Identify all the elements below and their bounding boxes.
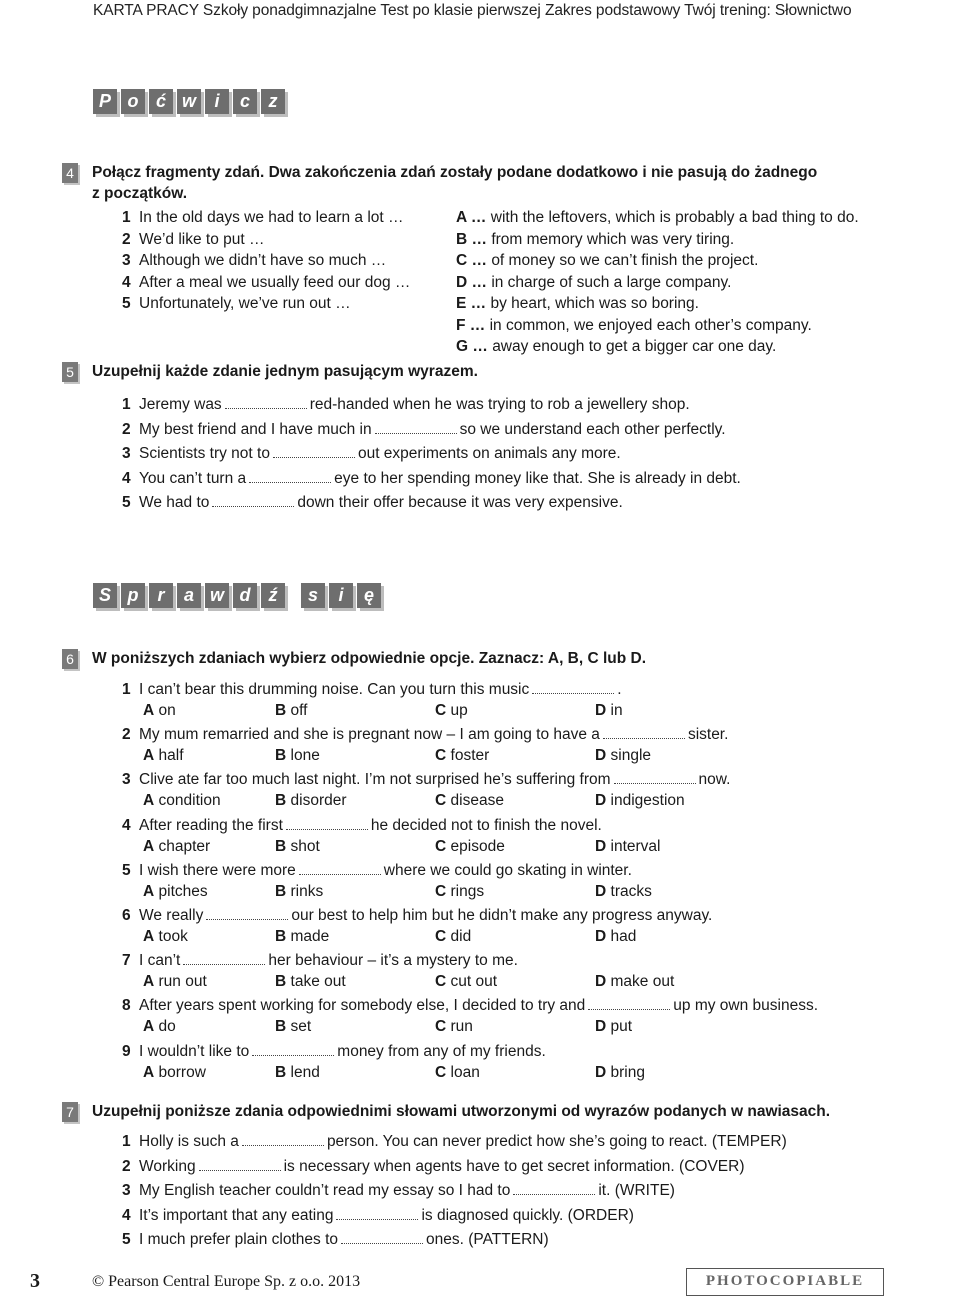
photocopiable-stamp: PHOTOCOPIABLE — [686, 1268, 884, 1296]
sentence-start: My mum remarried and she is pregnant now – I am going to have a — [139, 726, 600, 744]
gap-fill-item — [122, 396, 690, 414]
sentence-end: our best to help him but he didn’t make any progress anyway. — [291, 907, 713, 924]
option-letter: B — [275, 837, 287, 855]
multiple-choice-item — [122, 681, 622, 699]
answer-blank[interactable] — [286, 817, 368, 830]
gap-fill-item — [122, 470, 741, 488]
option-text: had — [610, 928, 637, 945]
option-letter: E … — [456, 295, 487, 312]
item-number: 3 — [122, 445, 131, 462]
match-item-right — [456, 295, 699, 313]
option-letter: A … — [456, 209, 487, 226]
item-number: 7 — [122, 952, 131, 970]
option-letter: A — [143, 702, 155, 719]
item-number: 2 — [122, 726, 131, 744]
answer-blank[interactable] — [183, 952, 265, 965]
answer-blank[interactable] — [225, 396, 307, 409]
option-letter: F … — [456, 316, 486, 334]
exercise-5-number: 5 — [62, 362, 78, 382]
banner-letter: w — [205, 583, 229, 608]
sentence-start: I much prefer plain clothes to — [139, 1231, 339, 1248]
multiple-choice-item — [122, 726, 728, 744]
answer-blank[interactable] — [341, 1231, 423, 1244]
banner-letter: a — [177, 583, 201, 608]
word-formation-item — [122, 1158, 744, 1176]
option-text: foster — [450, 747, 490, 765]
answer-option[interactable] — [143, 1018, 176, 1036]
gap-fill-item — [122, 494, 623, 512]
answer-option[interactable] — [143, 928, 188, 946]
sentence-end: is necessary when agents have to get secret information. (COVER) — [283, 1157, 745, 1175]
option-text: rings — [450, 882, 485, 900]
sentence-end: out experiments on animals any more. — [357, 445, 621, 462]
multiple-choice-item — [122, 1043, 546, 1061]
answer-option[interactable] — [143, 792, 221, 810]
option-text: of money so we can’t finish the project. — [491, 252, 759, 269]
page-header: KARTA PRACY Szkoły ponadgimnazjalne Test po klasie pierwszej Zakres podstawowy Twój trening: Słownictwo — [93, 2, 852, 19]
answer-option[interactable] — [435, 883, 484, 901]
option-text: run — [450, 1018, 473, 1036]
sentence-start: I wish there were more — [139, 861, 296, 879]
sentence-start: After years spent working for somebody else, I decided to try and — [139, 997, 586, 1015]
answer-option[interactable] — [595, 702, 623, 720]
match-item-right — [456, 209, 859, 227]
item-number: 1 — [122, 396, 131, 413]
option-text: set — [290, 1018, 312, 1036]
multiple-choice-item — [122, 997, 818, 1015]
sentence-end: up my own business. — [673, 997, 819, 1015]
option-text: made — [290, 928, 330, 945]
answer-blank[interactable] — [249, 470, 331, 483]
sentence-end: ones. (PATTERN) — [426, 1231, 549, 1248]
option-letter: D — [595, 882, 607, 900]
option-letter: A — [143, 1063, 155, 1081]
option-text: take out — [290, 973, 346, 991]
answer-option[interactable] — [595, 747, 651, 765]
option-text: in common, we enjoyed each other’s company. — [489, 316, 812, 334]
answer-option[interactable] — [595, 1018, 632, 1036]
sentence-start: I can’t — [139, 952, 181, 970]
option-text: do — [158, 1018, 176, 1036]
sentence-end: her behaviour – it’s a mystery to me. — [268, 952, 518, 970]
banner-letter: c — [233, 89, 257, 114]
option-letter: C — [435, 792, 447, 810]
sentence-end: now. — [698, 771, 731, 789]
answer-blank[interactable] — [375, 421, 457, 434]
answer-option[interactable] — [275, 1018, 311, 1036]
exercise-4-instruction-2: z początków. — [92, 185, 188, 202]
answer-option[interactable] — [275, 702, 307, 720]
option-letter: C — [435, 1018, 447, 1036]
option-letter: D — [595, 973, 607, 991]
banner-letter: s — [301, 583, 325, 608]
answer-option[interactable] — [595, 883, 652, 901]
item-text: We’d like to put … — [139, 230, 265, 248]
sentence-start: Working — [139, 1157, 196, 1175]
item-number: 3 — [122, 771, 131, 789]
option-text: by heart, which was so boring. — [490, 295, 699, 312]
option-letter: B — [275, 1063, 287, 1081]
option-letter: C … — [456, 252, 487, 269]
option-letter: A — [143, 747, 155, 765]
item-number: 1 — [122, 681, 131, 698]
option-letter: A — [143, 1018, 155, 1036]
sentence-end: person. You can never predict how she’s going to react. (TEMPER) — [326, 1133, 787, 1150]
option-letter: D — [595, 928, 607, 945]
banner-letter: z — [261, 89, 285, 114]
option-text: lone — [290, 747, 320, 765]
option-letter: B — [275, 792, 287, 810]
item-number: 3 — [122, 252, 131, 269]
option-letter: D — [595, 702, 607, 719]
option-text: from memory which was very tiring. — [491, 230, 735, 248]
option-letter: D … — [456, 273, 487, 291]
item-number: 2 — [122, 1157, 131, 1175]
answer-option[interactable] — [435, 792, 504, 810]
answer-blank[interactable] — [614, 771, 696, 784]
match-item-left — [122, 231, 265, 249]
item-number: 4 — [122, 469, 131, 487]
option-text: with the leftovers, which is probably a bad thing to do. — [490, 209, 859, 226]
option-text: up — [450, 702, 468, 719]
banner-letter: P — [93, 89, 117, 114]
item-number: 5 — [122, 1231, 131, 1248]
sentence-end: sister. — [687, 726, 729, 744]
word-formation-item — [122, 1231, 549, 1249]
option-text: cut out — [450, 973, 498, 991]
banner-letter: p — [121, 583, 145, 608]
answer-option[interactable] — [435, 928, 471, 946]
option-text: loan — [450, 1063, 480, 1081]
multiple-choice-item — [122, 907, 712, 925]
option-text: on — [158, 702, 176, 719]
answer-option[interactable] — [143, 973, 207, 991]
item-number: 2 — [122, 230, 131, 248]
item-number: 1 — [122, 1133, 131, 1150]
item-text: After a meal we usually feed our dog … — [139, 273, 411, 291]
sentence-end: it. (WRITE) — [598, 1182, 675, 1199]
option-text: in charge of such a large company. — [491, 273, 732, 291]
answer-option[interactable] — [435, 838, 505, 856]
match-item-right — [456, 274, 731, 292]
answer-option[interactable] — [275, 838, 320, 856]
exercise-6-instruction: W poniższych zdaniach wybierz odpowiednie opcje. Zaznacz: A, B, C lub D. — [92, 650, 647, 667]
answer-option[interactable] — [435, 702, 468, 720]
banner-letter: r — [149, 583, 173, 608]
option-letter: C — [435, 702, 447, 719]
option-text: in — [610, 702, 623, 719]
practice-banner — [93, 89, 285, 114]
answer-option[interactable] — [143, 883, 208, 901]
option-text: rinks — [290, 882, 324, 900]
answer-option[interactable] — [143, 747, 184, 765]
sentence-start: It’s important that any eating — [139, 1206, 334, 1224]
option-letter: D — [595, 792, 607, 810]
item-number: 3 — [122, 1182, 131, 1199]
word-formation-item — [122, 1207, 634, 1225]
option-letter: B — [275, 747, 287, 765]
option-letter: D — [595, 837, 607, 855]
sentence-end: . — [617, 681, 622, 698]
banner-letter: i — [329, 583, 353, 608]
option-letter: C — [435, 837, 447, 855]
answer-option[interactable] — [275, 792, 347, 810]
item-number: 8 — [122, 997, 131, 1015]
option-text: bring — [610, 1063, 645, 1081]
option-text: disease — [450, 792, 504, 810]
option-text: took — [158, 928, 188, 945]
option-letter: B — [275, 1018, 287, 1036]
match-item-right — [456, 252, 758, 270]
option-text: make out — [610, 973, 675, 991]
gap-fill-item — [122, 445, 621, 463]
match-item-right — [456, 231, 734, 249]
answer-blank[interactable] — [336, 1207, 418, 1220]
option-letter: B … — [456, 230, 487, 248]
multiple-choice-item — [122, 771, 730, 789]
answer-option[interactable] — [435, 747, 489, 765]
option-text: disorder — [290, 792, 347, 810]
option-letter: A — [143, 973, 155, 991]
answer-option[interactable] — [435, 1018, 473, 1036]
option-text: shot — [290, 837, 320, 855]
option-letter: C — [435, 747, 447, 765]
sentence-start: My English teacher couldn’t read my essay so I had to — [139, 1182, 511, 1199]
option-text: run out — [158, 973, 207, 991]
option-text: interval — [610, 837, 661, 855]
banner-letter: ź — [261, 583, 285, 608]
item-number: 5 — [122, 494, 131, 511]
sentence-end: he decided not to finish the novel. — [370, 816, 602, 834]
banner-letter: d — [233, 583, 257, 608]
sentence-end: money from any of my friends. — [337, 1042, 546, 1060]
option-letter: B — [275, 882, 287, 900]
option-letter: G … — [456, 338, 488, 355]
sentence-start: You can’t turn a — [139, 469, 247, 487]
banner-letter: o — [121, 89, 145, 114]
sentence-start: Jeremy was — [139, 396, 222, 413]
answer-option[interactable] — [435, 973, 497, 991]
item-number: 1 — [122, 209, 131, 226]
sentence-start: I wouldn’t like to — [139, 1042, 250, 1060]
sentence-start: We really — [139, 907, 204, 924]
option-text: half — [158, 747, 184, 765]
option-text: lend — [290, 1063, 320, 1081]
sentence-end: so we understand each other perfectly. — [459, 420, 726, 438]
item-text: Unfortunately, we’ve run out … — [139, 295, 351, 312]
match-item-right — [456, 317, 812, 335]
exercise-4-number: 4 — [62, 163, 78, 183]
item-number: 9 — [122, 1042, 131, 1060]
multiple-choice-item — [122, 817, 602, 835]
option-text: condition — [158, 792, 221, 810]
answer-option[interactable] — [595, 973, 674, 991]
sentence-end: is diagnosed quickly. (ORDER) — [421, 1206, 634, 1224]
word-formation-item — [122, 1133, 787, 1151]
option-text: did — [450, 928, 472, 945]
option-text: tracks — [610, 882, 652, 900]
item-number: 4 — [122, 816, 131, 834]
match-item-left — [122, 274, 410, 292]
sentence-start: I can’t bear this drumming noise. Can you turn this music — [139, 681, 530, 698]
match-item-right — [456, 338, 776, 356]
exercise-6-number: 6 — [62, 649, 78, 669]
item-number: 5 — [122, 295, 131, 312]
exercise-7-number: 7 — [62, 1102, 78, 1122]
answer-option[interactable] — [275, 973, 346, 991]
banner-letter: ę — [357, 583, 381, 608]
answer-option[interactable] — [595, 1064, 645, 1082]
banner-letter: w — [177, 89, 201, 114]
banner-letter: ć — [149, 89, 173, 114]
exercise-7-instruction: Uzupełnij poniższe zdania odpowiednimi słowami utworzonymi od wyrazów podanych w nawiasach. — [92, 1103, 831, 1120]
option-letter: B — [275, 702, 287, 719]
answer-blank[interactable] — [588, 997, 670, 1010]
sentence-start: Holly is such a — [139, 1133, 239, 1150]
sentence-end: down their offer because it was very expensive. — [297, 494, 623, 511]
answer-option[interactable] — [143, 838, 210, 856]
answer-option[interactable] — [143, 1064, 206, 1082]
exercise-4-instruction-1: Połącz fragmenty zdań. Dwa zakończenia zdań zostały podane dodatkowo i nie pasują do żadnego — [92, 164, 818, 181]
option-letter: A — [143, 792, 155, 810]
banner-letter: i — [205, 89, 229, 114]
answer-blank[interactable] — [299, 862, 381, 875]
option-letter: B — [275, 928, 287, 945]
answer-option[interactable] — [595, 928, 636, 946]
option-text: put — [610, 1018, 633, 1036]
option-letter: C — [435, 973, 447, 991]
item-number: 6 — [122, 907, 131, 924]
option-text: off — [290, 702, 308, 719]
sentence-start: After reading the first — [139, 816, 283, 834]
sentence-end: where we could go skating in winter. — [383, 861, 632, 879]
answer-blank[interactable] — [206, 907, 288, 920]
sentence-start: Clive ate far too much last night. I’m not surprised he’s suffering from — [139, 771, 611, 789]
copyright: © Pearson Central Europe Sp. z o.o. 2013 — [92, 1273, 361, 1290]
answer-blank[interactable] — [212, 494, 294, 507]
answer-option[interactable] — [275, 747, 320, 765]
answer-blank[interactable] — [242, 1133, 324, 1146]
answer-option[interactable] — [143, 702, 176, 720]
gap-fill-item — [122, 421, 726, 439]
sentence-end: eye to her spending money like that. She is already in debt. — [334, 469, 741, 487]
sentence-start: We had to — [139, 494, 210, 511]
option-text: episode — [450, 837, 505, 855]
word-formation-item — [122, 1182, 675, 1200]
option-letter: A — [143, 882, 155, 900]
option-text: pitches — [158, 882, 208, 900]
sentence-start: My best friend and I have much in — [139, 420, 372, 438]
page-number: 3 — [30, 1270, 40, 1292]
option-text: single — [610, 747, 652, 765]
option-letter: C — [435, 928, 447, 945]
option-letter: D — [595, 1063, 607, 1081]
option-text: away enough to get a bigger car one day. — [492, 338, 777, 355]
sentence-start: Scientists try not to — [139, 445, 270, 462]
answer-option[interactable] — [275, 883, 323, 901]
item-number: 4 — [122, 273, 131, 291]
option-letter: C — [435, 882, 447, 900]
option-letter: B — [275, 973, 287, 991]
match-item-left — [122, 295, 351, 313]
option-letter: D — [595, 747, 607, 765]
answer-option[interactable] — [275, 1064, 320, 1082]
answer-option[interactable] — [275, 928, 329, 946]
answer-option[interactable] — [595, 792, 685, 810]
match-item-left — [122, 252, 386, 270]
sentence-end: red-handed when he was trying to rob a jewellery shop. — [309, 396, 690, 413]
item-number: 4 — [122, 1206, 131, 1224]
option-letter: D — [595, 1018, 607, 1036]
option-letter: C — [435, 1063, 447, 1081]
banner-letter: S — [93, 583, 117, 608]
answer-blank[interactable] — [252, 1043, 334, 1056]
answer-blank[interactable] — [513, 1182, 595, 1195]
item-text: In the old days we had to learn a lot … — [139, 209, 404, 226]
match-item-left — [122, 209, 404, 227]
multiple-choice-item — [122, 862, 632, 880]
option-letter: A — [143, 837, 155, 855]
answer-blank[interactable] — [199, 1158, 281, 1171]
item-number: 2 — [122, 420, 131, 438]
option-text: chapter — [158, 837, 211, 855]
item-number: 5 — [122, 861, 131, 879]
answer-blank[interactable] — [532, 681, 614, 694]
multiple-choice-item — [122, 952, 518, 970]
answer-blank[interactable] — [273, 445, 355, 458]
check-banner — [93, 583, 381, 608]
answer-option[interactable] — [595, 838, 660, 856]
option-letter: A — [143, 928, 155, 945]
option-text: borrow — [158, 1063, 206, 1081]
exercise-5-instruction: Uzupełnij każde zdanie jednym pasującym wyrazem. — [92, 363, 478, 380]
item-text: Although we didn’t have so much … — [139, 252, 387, 269]
answer-option[interactable] — [435, 1064, 480, 1082]
answer-blank[interactable] — [603, 726, 685, 739]
option-text: indigestion — [610, 792, 685, 810]
